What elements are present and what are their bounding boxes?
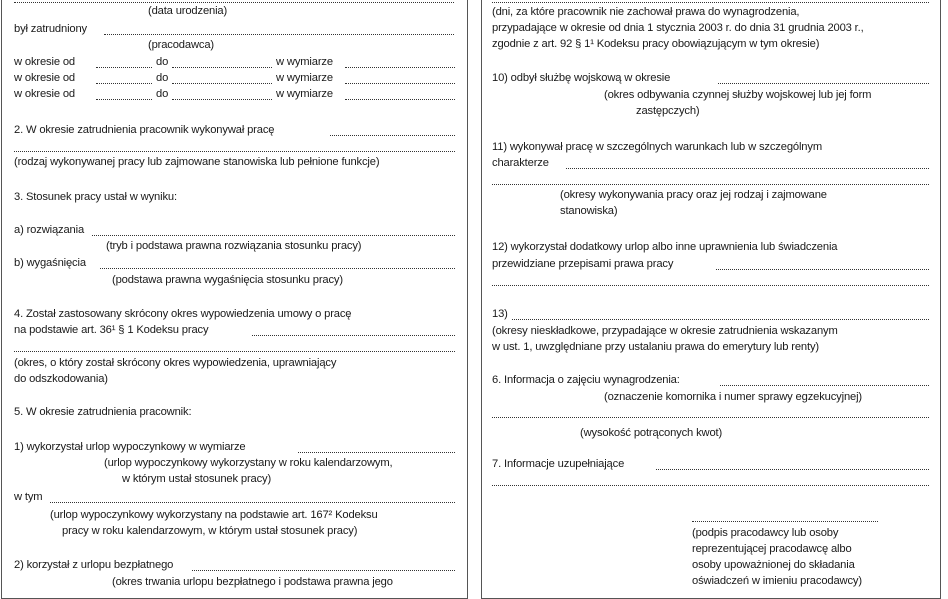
period-scope-label: w wymiarze <box>276 88 333 100</box>
section-2-label: 2. W okresie zatrudnienia pracownik wykonywał pracę <box>14 124 275 136</box>
section-11-field-line-2[interactable] <box>492 183 929 185</box>
section-3a-caption: (tryb i podstawa prawna rozwiązania stosunku pracy) <box>106 240 362 252</box>
section-11-line-2: charakterze <box>492 157 549 169</box>
section-5-2-caption: (okres trwania urlopu bezpłatnego i podstawa prawna jego <box>112 576 393 588</box>
period-to-field[interactable] <box>172 66 272 68</box>
section-3b-caption: (podstawa prawna wygaśnięcia stosunku pracy) <box>112 274 343 286</box>
section-13-caption-2: w ust. 1, uwzględniane przy ustalaniu prawa do emerytury lub renty) <box>492 341 819 353</box>
section-2-field-line-2[interactable] <box>14 150 455 152</box>
section-7-field[interactable] <box>656 468 929 470</box>
section-5-1-wtym-caption-1: (urlop wypoczynkowy wykorzystany na podstawie art. 167² Kodeksu <box>50 509 378 521</box>
section-10-label: 10) odbył służbę wojskową w okresie <box>492 72 671 84</box>
period-from-field[interactable] <box>96 98 152 100</box>
section-11-line-1: 11) wykonywał pracę w szczególnych warunkach lub w szczególnym <box>492 141 822 153</box>
section-7-field-line-2[interactable] <box>492 484 929 486</box>
section-4-caption-1: (okres, o który został skrócony okres wypowiedzenia, uprawniający <box>14 357 337 369</box>
signature-caption-1: (podpis pracodawcy lub osoby <box>692 527 839 539</box>
section-5-1-wtym-caption-2: pracy w roku kalendarzowym, w którym ustał stosunek pracy) <box>62 525 358 537</box>
period-from-field[interactable] <box>96 82 152 84</box>
section-5-1-wtym-field[interactable] <box>50 501 455 503</box>
section-10-caption-2: zastępczych) <box>636 105 700 117</box>
section-12-line-1: 12) wykorzystał dodatkowy urlop albo inne uprawnienia lub świadczenia <box>492 241 838 253</box>
period-to-field[interactable] <box>172 98 272 100</box>
section-4-line-1: 4. Został zastosowany skrócony okres wypowiedzenia umowy o pracę <box>14 308 352 320</box>
section-4-line-2: na podstawie art. 36¹ § 1 Kodeksu pracy <box>14 324 209 336</box>
section-3b-field[interactable] <box>100 267 455 269</box>
period-to-label: do <box>156 56 169 68</box>
period-scope-label: w wymiarze <box>276 72 333 84</box>
section-12-field-line-2[interactable] <box>492 284 929 286</box>
section-6-label: 6. Informacja o zajęciu wynagrodzenia: <box>492 374 680 386</box>
section-5-1-field[interactable] <box>298 451 455 453</box>
section-6-caption-2: (wysokość potrąconych kwot) <box>580 427 723 439</box>
section-3-label: 3. Stosunek pracy ustał w wyniku: <box>14 191 177 203</box>
period-scope-field[interactable] <box>345 98 455 100</box>
section-3a-label: a) rozwiązania <box>14 224 85 236</box>
section-12-line-2: przewidziane przepisami prawa pracy <box>492 258 674 270</box>
section-10-field[interactable] <box>718 82 929 84</box>
date-of-birth-field[interactable] <box>14 1 454 3</box>
section-11-caption-1: (okresy wykonywania pracy oraz jej rodzaj i zajmowane <box>560 189 827 201</box>
section-6-field[interactable] <box>720 384 929 386</box>
section-6-caption: (oznaczenie komornika i numer sprawy egzekucyjnej) <box>604 391 863 403</box>
section-11-caption-2: stanowiska) <box>560 205 618 217</box>
section-7-label: 7. Informacje uzupełniające <box>492 458 625 470</box>
signature-caption-3: osoby upoważnionej do składania <box>692 559 855 571</box>
section-5-1-caption-1: (urlop wypoczynkowy wykorzystany w roku kalendarzowym, <box>104 457 393 469</box>
employer-field[interactable] <box>104 33 454 35</box>
period-to-field[interactable] <box>172 82 272 84</box>
section-13-caption-1: (okresy nieskładkowe, przypadające w okresie zatrudnienia wskazanym <box>492 325 838 337</box>
section-13-field[interactable] <box>512 318 929 320</box>
signature-line[interactable] <box>692 520 878 522</box>
section-5-2-label: 2) korzystał z urlopu bezpłatnego <box>14 559 174 571</box>
section-4-field[interactable] <box>252 334 455 336</box>
section-5-1-wtym-label: w tym <box>14 491 43 503</box>
signature-caption-4: oświadczeń w imieniu pracodawcy) <box>692 575 862 587</box>
period-scope-field[interactable] <box>345 66 455 68</box>
section-6-field-line-2[interactable] <box>492 416 929 418</box>
period-to-label: do <box>156 72 169 84</box>
period-from-label: w okresie od <box>14 56 76 68</box>
period-from-field[interactable] <box>96 66 152 68</box>
section-2-field[interactable] <box>330 134 455 136</box>
section-5-1-label: 1) wykorzystał urlop wypoczynkowy w wymiarze <box>14 441 246 453</box>
section-5-2-field[interactable] <box>192 569 455 571</box>
section-11-field[interactable] <box>566 167 929 169</box>
unpaid-days-caption-3: zgodnie z art. 92 § 1¹ Kodeksu pracy obowiązującym w tym okresie) <box>492 38 820 50</box>
unpaid-days-caption-2: przypadające w okresie od dnia 1 stycznia 2003 r. do dnia 31 grudnia 2003 r., <box>492 22 864 34</box>
section-3b-label: b) wygaśnięcia <box>14 257 86 269</box>
employed-label: był zatrudniony <box>14 23 87 35</box>
signature-caption-2: reprezentującej pracodawcę albo <box>692 543 852 555</box>
period-from-label: w okresie od <box>14 72 76 84</box>
section-12-field[interactable] <box>716 268 929 270</box>
period-scope-label: w wymiarze <box>276 56 333 68</box>
section-4-field-line-2[interactable] <box>14 350 455 352</box>
section-3a-field[interactable] <box>92 234 455 236</box>
section-5-1-caption-2: w którym ustał stosunek pracy) <box>122 473 272 485</box>
date-of-birth-caption: (data urodzenia) <box>148 5 228 17</box>
section-13-label: 13) <box>492 308 508 320</box>
period-scope-field[interactable] <box>345 82 455 84</box>
section-10-caption-1: (okres odbywania czynnej służby wojskowej lub jej form <box>604 89 872 101</box>
section-4-caption-2: do odszkodowania) <box>14 373 108 385</box>
unpaid-days-caption-1: (dni, za które pracownik nie zachował prawa do wynagrodzenia, <box>492 6 800 18</box>
section-5-label: 5. W okresie zatrudnienia pracownik: <box>14 406 192 418</box>
period-from-label: w okresie od <box>14 88 76 100</box>
section-2-caption: (rodzaj wykonywanej pracy lub zajmowane stanowiska lub pełnione funkcje) <box>14 156 380 168</box>
unpaid-days-field[interactable] <box>492 1 929 3</box>
employer-caption: (pracodawca) <box>148 39 214 51</box>
period-to-label: do <box>156 88 169 100</box>
